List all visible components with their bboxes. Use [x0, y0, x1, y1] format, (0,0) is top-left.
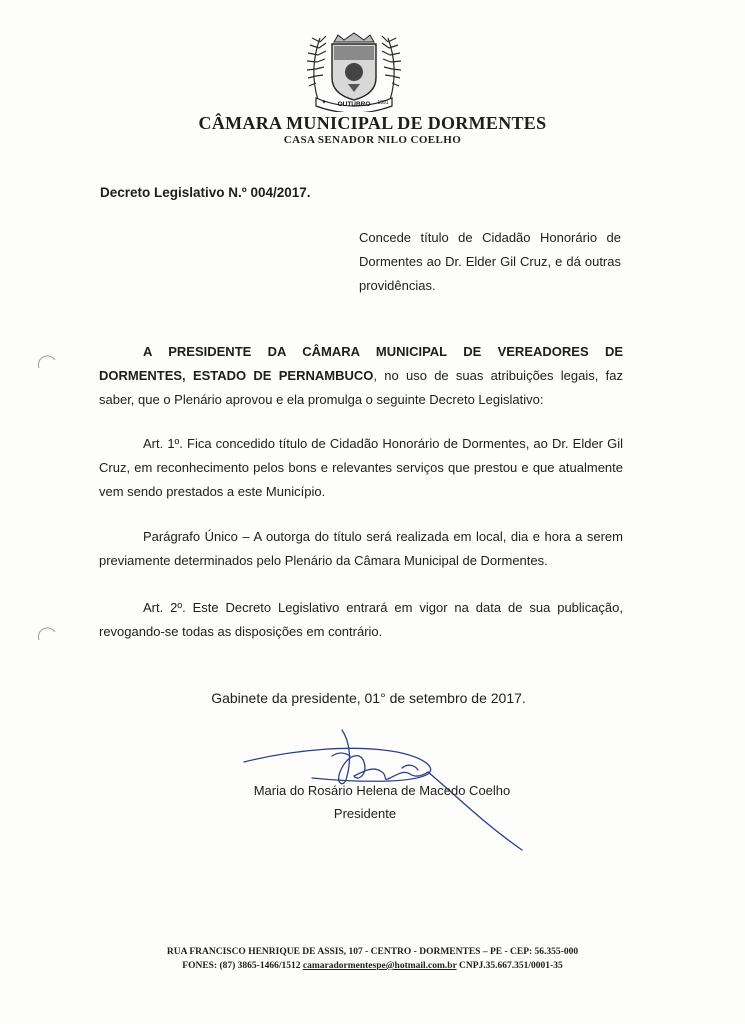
org-name: CÂMARA MUNICIPAL DE DORMENTES	[198, 113, 547, 133]
intro-rest-text: , no uso de suas atribuições legais, faz saber, que o Plenário aprovou e ela promulga o seguinte Decreto Legislativo:	[99, 368, 623, 407]
footer-phones: FONES: (87) 3865-1466/1512	[182, 961, 301, 971]
crest-year-text: 1991	[377, 100, 389, 106]
paragrafo-unico-text: Parágrafo Único – A outorga do título será realizada em local, dia e hora a serem previamente determinados pelo Plenário da Câmara Municipal de Dormentes.	[99, 529, 623, 568]
crest-star-icon: ✦	[321, 100, 327, 106]
signer-role: Presidente	[333, 806, 397, 821]
place-and-date	[0, 690, 745, 706]
article-2-text: Art. 2º. Este Decreto Legislativo entrará em vigor na data de sua publicação, revogando-se todas as disposições em contrário.	[99, 600, 623, 639]
intro-bold-text: A PRESIDENTE DA CÂMARA MUNICIPAL DE VEREADORES DE DORMENTES, ESTADO DE PERNAMBUCO	[99, 344, 623, 383]
org-subtitle: CASA SENADOR NILO COELHO	[283, 134, 462, 146]
article-2-paragraph	[99, 596, 623, 644]
signer-name: Maria do Rosário Helena de Macedo Coelho	[253, 783, 511, 798]
footer-cnpj: CNPJ.35.667.351/0001-35	[459, 961, 563, 971]
place-date-text: Gabinete da presidente, 01° de setembro de 2017.	[211, 690, 526, 706]
article-1-paragraph	[99, 432, 623, 504]
article-1-text: Art. 1º. Fica concedido título de Cidadão Honorário de Dormentes, ao Dr. Elder Gil Cruz, em reconhecimento pelos bons e relevantes serviços que prestou e que atualmente vem sendo prestados a este Município.	[99, 436, 623, 499]
footer-email-link[interactable]: camaradormentespe@hotmail.com.br	[302, 961, 457, 971]
footer-contacts	[0, 961, 745, 971]
intro-paragraph	[99, 340, 623, 412]
punch-hole-mark	[36, 352, 58, 374]
decree-title: Decreto Legislativo N.º 004/2017.	[100, 185, 311, 200]
municipal-crest-logo	[298, 30, 410, 112]
footer-address: RUA FRANCISCO HENRIQUE DE ASSIS, 107 - CENTRO - DORMENTES – PE - CEP: 56.355-000	[166, 947, 579, 957]
paragrafo-unico	[99, 525, 623, 573]
decree-ementa: Concede título de Cidadão Honorário de Dormentes ao Dr. Elder Gil Cruz, e dá outras providências.	[359, 230, 621, 293]
punch-hole-mark	[36, 624, 58, 646]
crest-ribbon-text: OUTUBRO	[337, 101, 371, 108]
